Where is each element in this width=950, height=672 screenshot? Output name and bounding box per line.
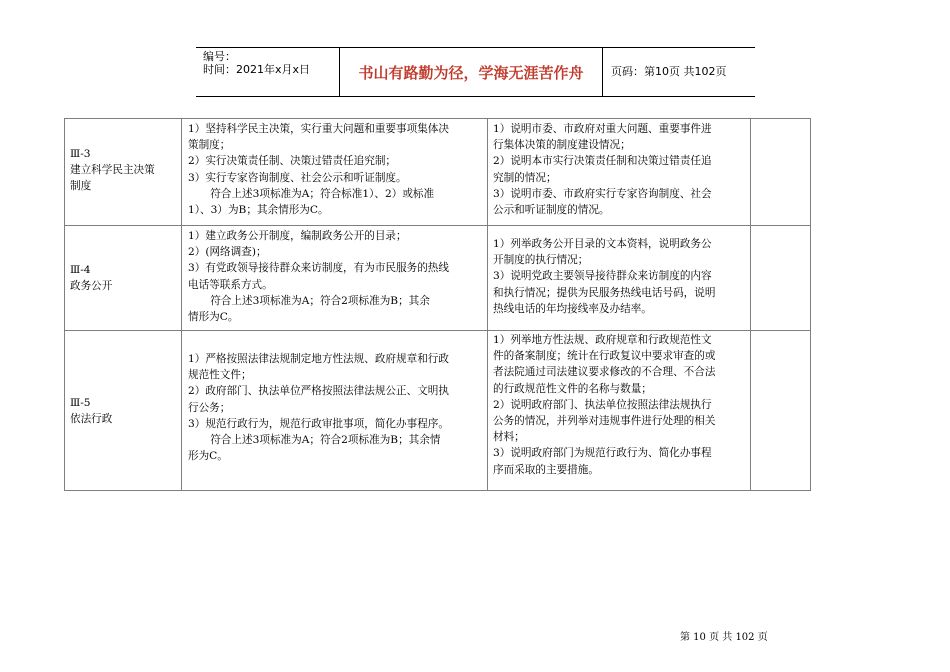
table-border-bottom — [64, 490, 811, 491]
header-page-number: 页码：第10页 共102页 — [611, 65, 727, 78]
evidence-cell — [493, 121, 748, 218]
criteria-line: 1）建立政务公开制度，编制政务公开的目录； — [188, 230, 407, 242]
document-number-label: 编号： — [203, 50, 236, 63]
table-row-label — [70, 146, 178, 195]
criteria-cell — [188, 351, 484, 464]
criteria-line: 2）政府部门、执法单位严格按照法律法规公正、文明执 — [188, 385, 449, 398]
criteria-line: 3）规范行政行为，规范行政审批事项，简化办事程序。 — [188, 417, 449, 430]
evidence-line: 的行政规范性文件的名称与数量； — [493, 382, 652, 395]
criteria-line: 3）有党政领导接待群众来访制度，有为市民服务的热线 — [188, 262, 449, 275]
criteria-line: 2）(网络调查)； — [188, 246, 267, 259]
row-name-line: 建立科学民主决策 — [70, 164, 155, 177]
evidence-cell — [493, 332, 748, 478]
evidence-line: 3）说明党政主要领导接待群众来访制度的内容 — [493, 270, 712, 283]
evidence-line: 1）列举政务公开目录的文本资料，说明政务公 — [493, 238, 712, 250]
row-name-line: 依法行政 — [70, 413, 113, 426]
column-divider — [750, 118, 751, 490]
header-motto: 书山有路勤为径，学海无涯苦作舟 — [358, 64, 584, 82]
evidence-line: 究制的情况； — [493, 171, 557, 184]
table-row-label — [70, 395, 178, 427]
criteria-line: 符合上述3项标准为A；符合2项标准为B；其余 — [210, 294, 430, 307]
criteria-line: 3）实行专家咨询制度、社会公示和听证制度。 — [188, 171, 407, 184]
criteria-line: 电话等联系方式。 — [188, 278, 273, 291]
row-code: Ⅲ-5 — [70, 397, 91, 409]
evidence-line: 和执行情况；提供为民服务热线电话号码，说明 — [493, 286, 716, 299]
row-divider — [64, 330, 811, 331]
document-date: 时间：2021年x月x日 — [203, 63, 311, 76]
criteria-line: 1）、3）为B；其余情形为C。 — [188, 204, 329, 217]
evidence-line: 公务的情况，并列举对违规事件进行处理的相关 — [493, 415, 716, 428]
criteria-cell — [188, 121, 484, 218]
criteria-line: 1）坚持科学民主决策，实行重大问题和重要事项集体决 — [188, 123, 449, 135]
criteria-cell — [188, 228, 484, 325]
evidence-line: 1）说明市委、市政府对重大问题、重要事件进 — [493, 123, 712, 135]
header-meta-cell — [196, 48, 340, 96]
row-code: Ⅲ-3 — [70, 148, 91, 160]
evidence-cell — [493, 236, 748, 317]
criteria-line: 1）严格按照法律法规制定地方性法规、政府规章和行政 — [188, 353, 449, 365]
evidence-line: 2）说明政府部门、执法单位按照法律法规执行 — [493, 398, 712, 411]
header-page-cell — [602, 48, 756, 96]
evidence-line: 序而采取的主要措施。 — [493, 463, 599, 476]
criteria-line: 形为C。 — [188, 450, 228, 463]
row-code: Ⅲ-4 — [70, 264, 91, 276]
page-header — [196, 47, 755, 97]
criteria-line: 情形为C。 — [188, 311, 239, 324]
evidence-line: 开制度的执行情况； — [493, 254, 589, 267]
column-divider — [181, 118, 182, 490]
evidence-line: 公示和听证制度的情况。 — [493, 204, 610, 217]
criteria-line: 策制度； — [188, 139, 231, 152]
evidence-line: 3）说明市委、市政府实行专家咨询制度、社会 — [493, 187, 712, 200]
criteria-line: 2）实行决策责任制、决策过错责任追究制； — [188, 155, 397, 168]
evidence-line: 热线电话的年均接线率及办结率。 — [493, 302, 652, 315]
table-border-top — [64, 118, 811, 119]
criteria-line: 符合上述3项标准为A；符合标准1）、2）或标准 — [210, 187, 435, 200]
row-name-line: 政务公开 — [70, 280, 113, 293]
footer-page-number: 第 10 页 共 102 页 — [680, 632, 768, 643]
evidence-line: 1）列举地方性法规、政府规章和行政规范性文 — [493, 334, 712, 346]
column-divider — [487, 118, 488, 490]
criteria-line: 行公务； — [188, 401, 231, 414]
evidence-line: 行集体决策的制度建设情况； — [493, 139, 631, 152]
table-row-label — [70, 262, 178, 294]
evidence-line: 3）说明政府部门为规范行政行为、简化办事程 — [493, 447, 712, 460]
table-border-left — [64, 118, 65, 490]
evidence-line: 2）说明本市实行决策责任制和决策过错责任追 — [493, 155, 712, 168]
row-divider — [64, 225, 811, 226]
evidence-line: 材料； — [493, 431, 525, 444]
table-border-right — [810, 118, 811, 490]
criteria-table — [64, 118, 811, 490]
evidence-line: 件的备案制度；统计在行政复议中要求审查的或 — [493, 350, 716, 363]
criteria-line: 规范性文件； — [188, 369, 252, 382]
criteria-line: 符合上述3项标准为A；符合2项标准为B；其余情 — [210, 434, 441, 447]
evidence-line: 者法院通过司法建议要求修改的不合理、不合法 — [493, 366, 716, 379]
row-name-line: 制度 — [70, 180, 92, 193]
